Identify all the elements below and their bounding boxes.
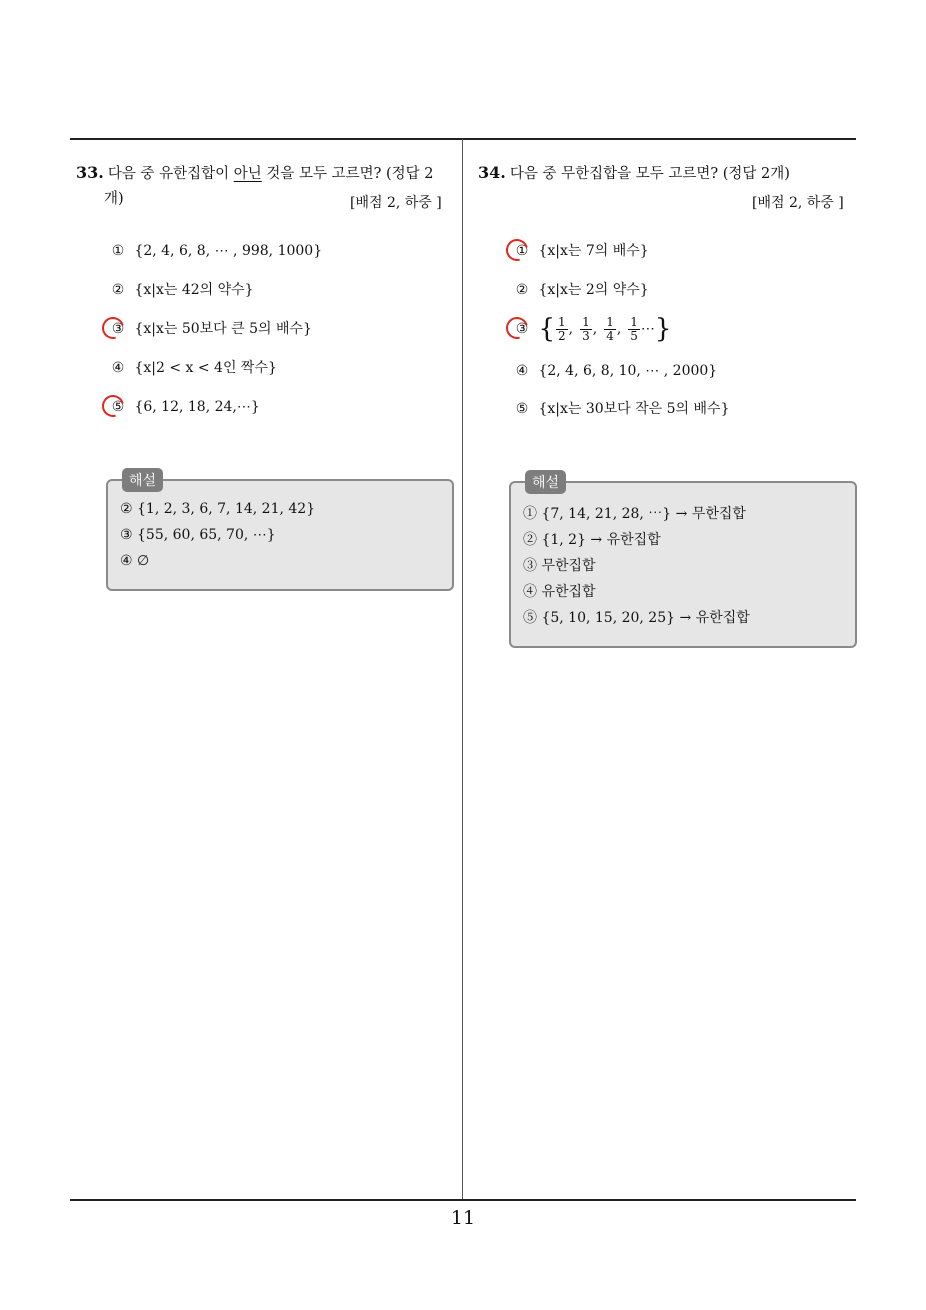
answer-circle-icon [98, 313, 128, 343]
question-34-meta: [배점 2, 하중 ] [752, 195, 844, 211]
fraction: $\frac{1}{2}$ [558, 314, 566, 343]
underlined-word: 아닌 [233, 166, 262, 182]
ellipsis: ⋯ [640, 321, 655, 337]
choice-mark: ② [111, 282, 125, 298]
page-number: 11 [450, 1207, 476, 1229]
fraction: $\frac{1}{3}$ [582, 314, 590, 343]
answer-circle-icon [98, 391, 128, 421]
choice-text: {x|2 < x < 4인 짝수} [134, 360, 277, 376]
fraction: $\frac{1}{4}$ [606, 314, 614, 343]
solution-line: ① {7, 14, 21, 28, ⋯} → 무한집합 [523, 506, 746, 522]
question-number: 33. [76, 163, 104, 182]
solution-box-34 [509, 475, 857, 648]
choice-mark: ① [515, 243, 529, 259]
solution-box-33 [106, 473, 454, 591]
question-33 [76, 160, 460, 187]
question-number: 34. [478, 163, 506, 182]
answer-circle-icon [502, 313, 532, 343]
solution-line: ④ ∅ [120, 553, 150, 569]
solution-label: 해설 [122, 468, 163, 492]
solution-line: ② {1, 2, 3, 6, 7, 14, 21, 42} [120, 501, 316, 517]
choice-text: {x|x는 2의 약수} [538, 282, 649, 298]
choice-mark: ⑤ [111, 399, 125, 415]
question-33-line2: 개) [104, 191, 124, 207]
right-brace: } [654, 314, 672, 344]
choice-text: {x|x는 50보다 큰 5의 배수} [134, 321, 312, 337]
solution-line: ③ {55, 60, 65, 70, ⋯} [120, 527, 276, 543]
fraction: $\frac{1}{5}$ [630, 314, 638, 343]
choice-mark: ③ [515, 321, 529, 337]
column-divider [462, 139, 463, 1200]
choice-text: {2, 4, 6, 8, 10, ⋯ , 2000} [538, 363, 718, 379]
choice-2[interactable] [106, 276, 254, 304]
left-brace: { [538, 314, 555, 344]
choice-1[interactable] [106, 237, 322, 265]
choice-mark: ② [515, 282, 529, 298]
choice-3[interactable]: ③ { $\frac{1}{2}$ , $\frac{1}{3}$ , $\frac{1}{4}$ , $\frac{1}{5}$ ⋯} [510, 315, 671, 347]
choice-4[interactable] [106, 354, 277, 382]
choice-5[interactable] [106, 393, 260, 421]
choice-text: {6, 12, 18, 24,⋯} [134, 399, 260, 415]
choice-mark: ④ [515, 363, 529, 379]
solution-line: ④ 유한집합 [523, 584, 596, 600]
choice-3[interactable] [106, 315, 312, 343]
question-text: 다음 중 무한집합을 모두 고르면? (정답 2개) [509, 166, 790, 182]
choice-mark: ④ [111, 360, 125, 376]
solution-label: 해설 [525, 470, 566, 494]
choice-text: {x|x는 42의 약수} [134, 282, 254, 298]
question-text: 다음 중 유한집합이 [107, 166, 234, 182]
question-text-cont: 것을 모두 고르면? (정답 2 [261, 166, 434, 182]
bottom-rule [70, 1199, 856, 1201]
top-rule [70, 138, 856, 140]
choice-text: {x|x는 7의 배수} [538, 243, 649, 259]
question-34 [478, 160, 858, 187]
choice-mark: ③ [111, 321, 125, 337]
solution-line: ③ 무한집합 [523, 558, 596, 574]
question-33-meta: [배점 2, 하중 ] [350, 195, 442, 211]
solution-line: ② {1, 2} → 유한집합 [523, 532, 661, 548]
choice-4[interactable] [510, 357, 717, 385]
choice-text: {2, 4, 6, 8, ⋯ , 998, 1000} [134, 243, 323, 259]
choice-2[interactable] [510, 276, 649, 304]
choice-text: {x|x는 30보다 작은 5의 배수} [538, 401, 730, 417]
choice-mark: ① [111, 243, 125, 259]
choice-5[interactable] [510, 395, 730, 423]
solution-line: ⑤ {5, 10, 15, 20, 25} → 유한집합 [523, 610, 750, 626]
answer-circle-icon [502, 235, 532, 265]
choice-mark: ⑤ [515, 401, 529, 417]
choice-1[interactable] [510, 237, 649, 265]
